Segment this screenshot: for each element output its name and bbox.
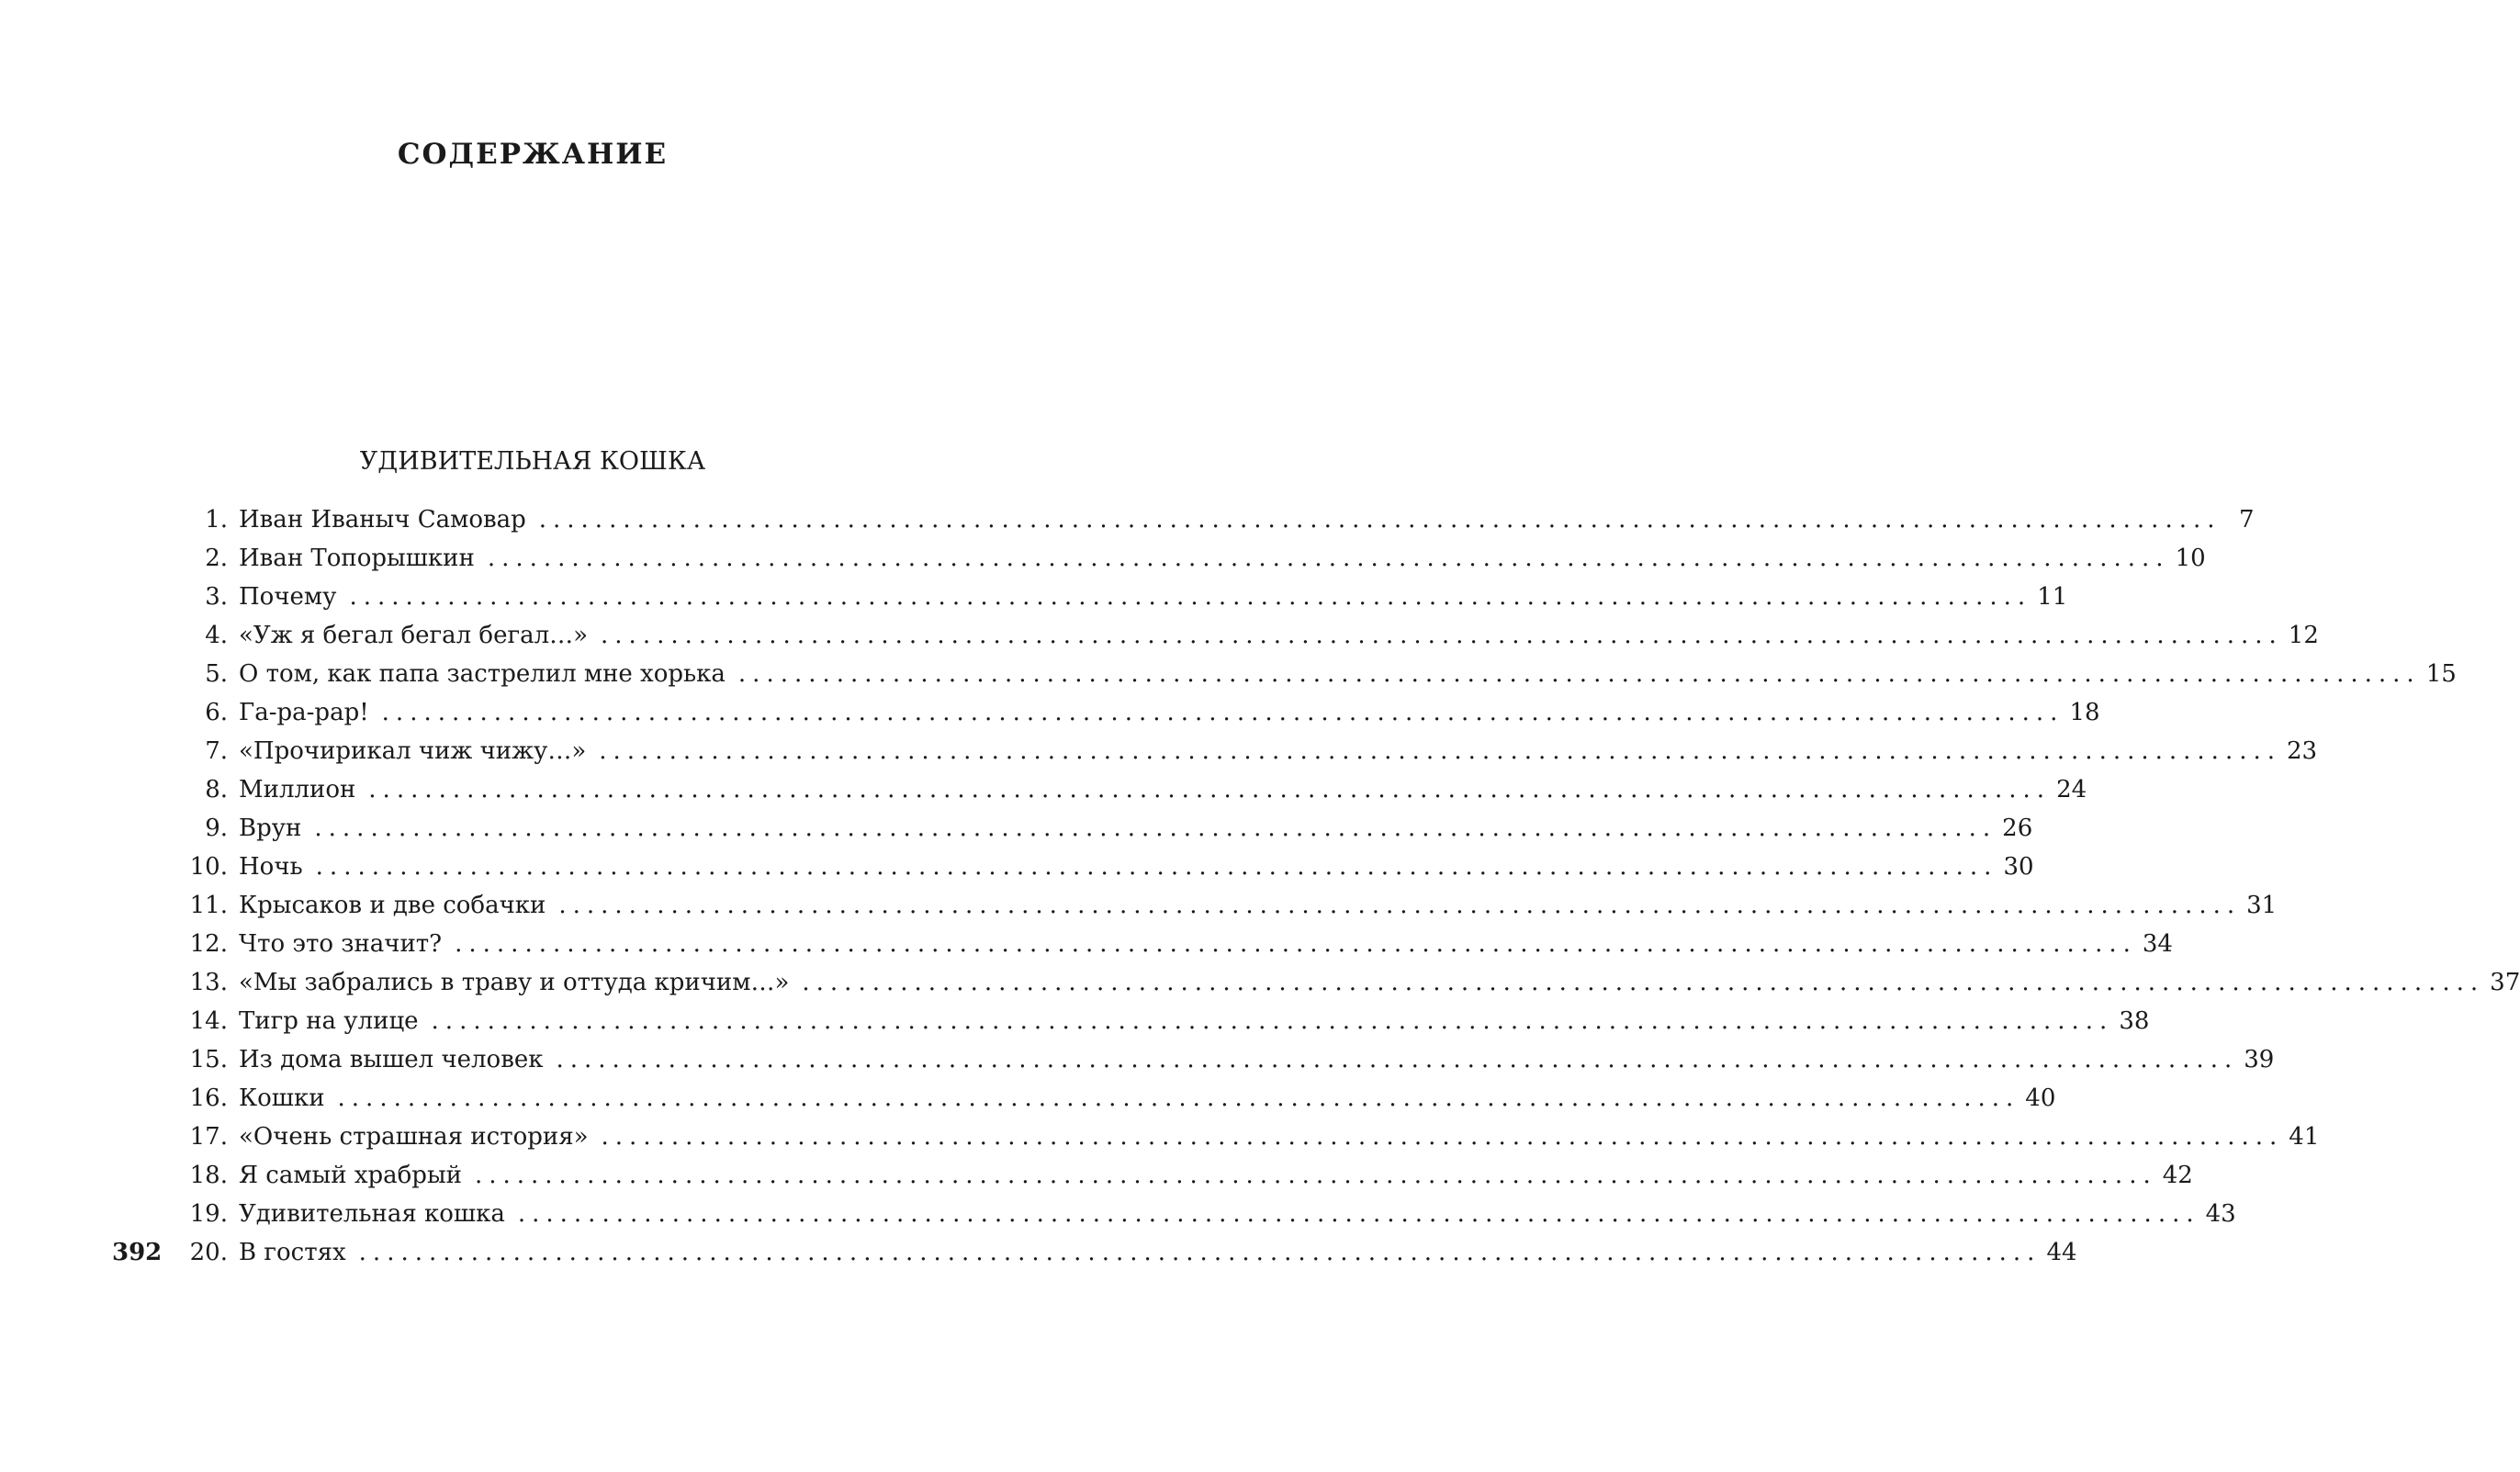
toc-entry[interactable]: [184, 963, 2520, 1002]
dot-leader: ........................................................................................................................: [349, 583, 2032, 611]
toc-entry-page: 23: [2287, 737, 2318, 765]
toc-entry-title: Врун: [239, 815, 302, 842]
dot-leader: ........................................................................................................................: [315, 853, 1998, 881]
toc-entry-number: 10.: [189, 853, 228, 881]
toc-entry-page: 44: [2046, 1239, 2077, 1266]
toc-entry[interactable]: [184, 732, 2318, 770]
toc-entry[interactable]: [184, 925, 2173, 963]
toc-entry-title: Из дома вышел человек: [239, 1046, 544, 1073]
toc-entry-page: 10: [2175, 545, 2206, 572]
toc-entry[interactable]: [184, 578, 2068, 616]
toc-entry-title: Почему: [239, 583, 337, 611]
dot-leader: ........................................................................................................................: [474, 1162, 2157, 1189]
toc-entry-number: 8.: [205, 776, 228, 803]
dot-leader: ........................................................................................................................: [558, 892, 2242, 919]
dot-leader: ........................................................................................................................: [358, 1239, 2042, 1266]
toc-entry[interactable]: [184, 848, 2034, 886]
dot-leader: ........................................................................................................................: [431, 1007, 2114, 1035]
toc-entry-title: Иван Иваныч Самовар: [239, 506, 526, 534]
page-title: СОДЕРЖАНИЕ: [397, 138, 669, 171]
dot-leader: ........................................................................................................................: [337, 1084, 2020, 1112]
toc-entry-title: В гостях: [239, 1239, 346, 1266]
toc-entry-page: 30: [2003, 853, 2034, 881]
toc-entry-page: 26: [2002, 815, 2033, 842]
toc-entry-number: 12.: [189, 930, 228, 958]
toc-entry-number: 4.: [205, 622, 228, 649]
toc-entry-number: 6.: [205, 699, 228, 726]
toc-entry-number: 20.: [189, 1239, 228, 1266]
dot-leader: ........................................................................................................................: [737, 660, 2421, 688]
toc-entry-page: 43: [2205, 1200, 2236, 1228]
toc-entry[interactable]: [184, 1002, 2150, 1040]
toc-entry[interactable]: [184, 1233, 2077, 1272]
toc-entry-page: 39: [2244, 1046, 2275, 1073]
toc-entry-title: «Мы забрались в траву и оттуда кричим…»: [239, 969, 790, 996]
dot-leader: ........................................................................................................................: [455, 930, 2137, 958]
toc-entry-page: 15: [2425, 660, 2457, 688]
toc-entry-page: 11: [2037, 583, 2068, 611]
toc-entry-title: Тигр на улице: [239, 1007, 419, 1035]
toc-entry-number: 13.: [189, 969, 228, 996]
dot-leader: ........................................................................................................................: [487, 545, 2170, 572]
toc-entry-page: 42: [2162, 1162, 2193, 1189]
dot-leader: ........................................................................................................................: [314, 815, 1997, 842]
toc-entry[interactable]: [184, 616, 2319, 655]
toc-entry-page: 24: [2056, 776, 2087, 803]
toc-entry[interactable]: [184, 770, 2087, 809]
toc-entry-title: «Прочирикал чиж чижу…»: [239, 737, 587, 765]
toc-entry-number: 19.: [189, 1200, 228, 1228]
toc-entry-title: Кошки: [239, 1084, 325, 1112]
toc-entry-number: 14.: [189, 1007, 228, 1035]
toc-entry-page: 41: [2289, 1123, 2320, 1151]
toc-entry-number: 3.: [205, 583, 228, 611]
toc-entry-number: 18.: [189, 1162, 228, 1189]
toc-entry-title: «Уж я бегал бегал бегал…»: [239, 622, 589, 649]
toc-entry[interactable]: [184, 809, 2033, 848]
toc-entry-number: 5.: [205, 660, 228, 688]
toc-entry-page: 7: [2238, 506, 2255, 534]
toc-entry-page: 18: [2069, 699, 2100, 726]
toc-entry-number: 2.: [205, 545, 228, 572]
dot-leader: ........................................................................................................................: [538, 506, 2222, 534]
section-title: УДИВИТЕЛЬНАЯ КОШКА: [359, 447, 706, 476]
dot-leader: ........................................................................................................................: [601, 1123, 2284, 1151]
toc-entry[interactable]: [184, 693, 2100, 732]
toc-entry[interactable]: [184, 1040, 2275, 1079]
toc-entry-number: 16.: [189, 1084, 228, 1112]
toc-entry[interactable]: [184, 1156, 2193, 1195]
dot-leader: ........................................................................................................................: [381, 699, 2064, 726]
toc-entry-title: «Очень страшная история»: [239, 1123, 589, 1151]
toc-entry-number: 1.: [205, 506, 228, 534]
dot-leader: ........................................................................................................................: [368, 776, 2052, 803]
toc-entry-title: Я самый храбрый: [239, 1162, 462, 1189]
dot-leader: ........................................................................................................................: [601, 622, 2283, 649]
toc-entry[interactable]: [184, 1118, 2320, 1156]
toc-entry[interactable]: [184, 655, 2457, 693]
toc-entry[interactable]: [184, 500, 2255, 539]
dot-leader: ........................................................................................................................: [802, 969, 2485, 996]
toc-entry-title: Удивительная кошка: [239, 1200, 505, 1228]
dot-leader: ........................................................................................................................: [599, 737, 2282, 765]
toc-entry-title: Иван Топорышкин: [239, 545, 475, 572]
dot-leader: ........................................................................................................................: [556, 1046, 2239, 1073]
toc-entry-number: 15.: [189, 1046, 228, 1073]
toc-entry-title: О том, как папа застрелил мне хорька: [239, 660, 726, 688]
toc-entry-number: 17.: [189, 1123, 228, 1151]
toc-entry-title: Миллион: [239, 776, 356, 803]
toc-entry-title: Крысаков и две собачки: [239, 892, 546, 919]
toc-entry[interactable]: [184, 1079, 2056, 1118]
toc-entry[interactable]: [184, 1195, 2236, 1233]
toc-entry-title: Га-ра-рар!: [239, 699, 369, 726]
toc-entry-number: 7.: [205, 737, 228, 765]
toc-entry[interactable]: [184, 539, 2206, 578]
toc-entry-number: 9.: [205, 815, 228, 842]
toc-entry-page: 38: [2119, 1007, 2150, 1035]
toc-entry-page: 40: [2025, 1084, 2056, 1112]
toc-entry-title: Что это значит?: [239, 930, 443, 958]
table-of-contents: [184, 500, 2520, 1272]
page-number: 392: [112, 1239, 163, 1266]
toc-entry-page: 37: [2490, 969, 2520, 996]
toc-entry[interactable]: [184, 886, 2278, 925]
toc-entry-page: 12: [2288, 622, 2319, 649]
toc-entry-number: 11.: [189, 892, 228, 919]
toc-entry-title: Ночь: [239, 853, 303, 881]
dot-leader: ........................................................................................................................: [517, 1200, 2200, 1228]
toc-entry-page: 34: [2142, 930, 2173, 958]
toc-entry-page: 31: [2246, 892, 2278, 919]
